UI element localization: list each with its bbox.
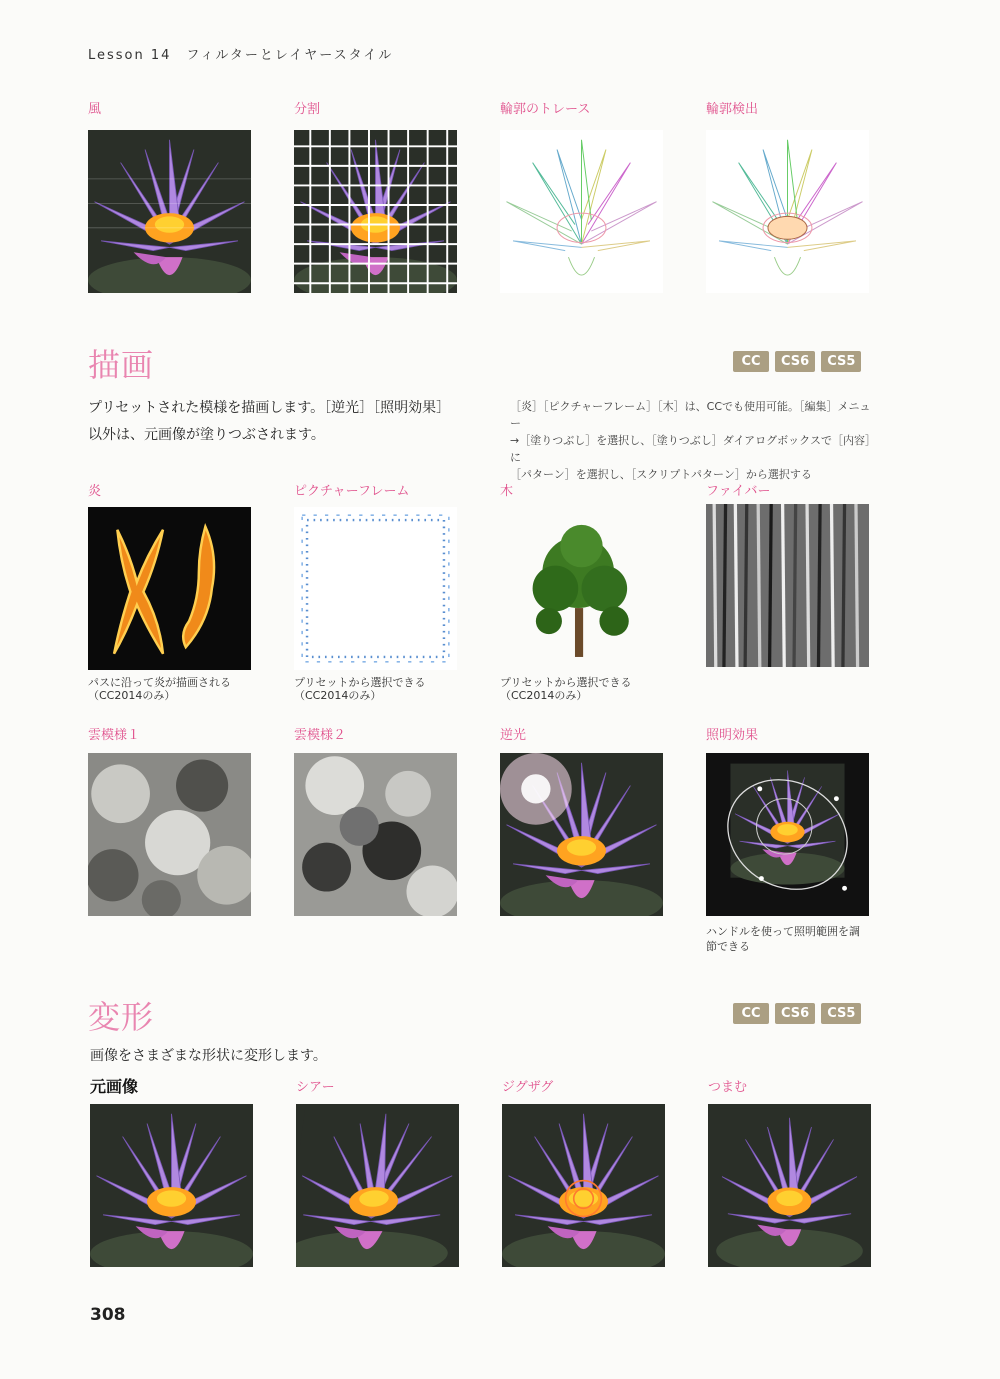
badge-cc: CC bbox=[733, 1003, 769, 1024]
caption-tree bbox=[500, 676, 675, 702]
label-wind: 風 bbox=[88, 102, 102, 117]
label-shear: シアー bbox=[296, 1080, 335, 1095]
label-tiles: 分割 bbox=[294, 102, 321, 117]
label-picture-frame: ピクチャーフレーム bbox=[294, 484, 410, 499]
page-number: 308 bbox=[90, 1305, 126, 1325]
image-picture-frame bbox=[294, 507, 457, 670]
version-badges-render bbox=[733, 351, 861, 372]
image-shear bbox=[296, 1104, 459, 1267]
image-tiles bbox=[294, 130, 457, 293]
image-lighting-effects bbox=[706, 753, 869, 916]
caption-line: プリセットから選択できる bbox=[500, 676, 632, 689]
badge-cs5: CS5 bbox=[821, 351, 861, 372]
caption-line: 節できる bbox=[706, 940, 750, 953]
label-zigzag: ジグザグ bbox=[502, 1080, 554, 1095]
image-clouds-1 bbox=[88, 753, 251, 916]
label-original: 元画像 bbox=[90, 1077, 139, 1096]
label-fibers: ファイバー bbox=[706, 484, 771, 499]
image-wind bbox=[88, 130, 251, 293]
section-title-render: 描画 bbox=[88, 346, 155, 384]
caption-line: パスに沿って炎が描画される bbox=[88, 676, 231, 689]
render-note-line: →［塗りつぶし］を選択し、［塗りつぶし］ダイアログボックスで［内容］に bbox=[510, 434, 871, 464]
label-lens-flare: 逆光 bbox=[500, 728, 527, 743]
render-description bbox=[88, 395, 450, 449]
render-note bbox=[510, 398, 875, 483]
caption-flame bbox=[88, 676, 263, 702]
image-zigzag bbox=[502, 1104, 665, 1267]
render-note-line: ［パターン］を選択し、［スクリプトパターン］から選択する bbox=[510, 468, 812, 481]
caption-line: ハンドルを使って照明範囲を調 bbox=[706, 925, 860, 938]
label-clouds-1: 雲模様１ bbox=[88, 728, 141, 743]
running-header: Lesson 14 フィルターとレイヤースタイル bbox=[88, 48, 394, 63]
badge-cs6: CS6 bbox=[775, 1003, 815, 1024]
image-tree bbox=[500, 507, 663, 670]
render-note-line: ［炎］［ピクチャーフレーム］［木］は、CCでも使用可能。［編集］メニュー bbox=[510, 400, 871, 430]
distort-description: 画像をさまざまな形状に変形します。 bbox=[90, 1048, 327, 1064]
caption-lighting-effects bbox=[706, 924, 876, 954]
image-trace-contour bbox=[500, 130, 663, 293]
image-flame bbox=[88, 507, 251, 670]
image-original bbox=[90, 1104, 253, 1267]
badge-cc: CC bbox=[733, 351, 769, 372]
render-description-line: 以外は、元画像が塗りつぶされます。 bbox=[88, 427, 325, 443]
image-pinch bbox=[708, 1104, 871, 1267]
caption-line: （CC2014のみ） bbox=[294, 689, 382, 702]
render-description-line: プリセットされた模様を描画します。［逆光］［照明効果］ bbox=[88, 400, 451, 416]
label-lighting-effects: 照明効果 bbox=[706, 728, 759, 743]
image-fibers bbox=[706, 504, 869, 667]
label-tree: 木 bbox=[500, 484, 514, 499]
label-pinch: つまむ bbox=[708, 1080, 748, 1095]
label-find-edges: 輪郭検出 bbox=[706, 102, 759, 117]
section-title-distort: 変形 bbox=[88, 998, 155, 1036]
version-badges-distort bbox=[733, 1003, 861, 1024]
caption-line: （CC2014のみ） bbox=[500, 689, 588, 702]
label-clouds-2: 雲模様２ bbox=[294, 728, 347, 743]
image-lens-flare bbox=[500, 753, 663, 916]
image-find-edges bbox=[706, 130, 869, 293]
caption-line: プリセットから選択できる bbox=[294, 676, 426, 689]
caption-line: （CC2014のみ） bbox=[88, 689, 176, 702]
label-flame: 炎 bbox=[88, 484, 102, 499]
label-trace-contour: 輪郭のトレース bbox=[500, 102, 591, 117]
image-clouds-2 bbox=[294, 753, 457, 916]
badge-cs6: CS6 bbox=[775, 351, 815, 372]
caption-picture-frame bbox=[294, 676, 469, 702]
badge-cs5: CS5 bbox=[821, 1003, 861, 1024]
